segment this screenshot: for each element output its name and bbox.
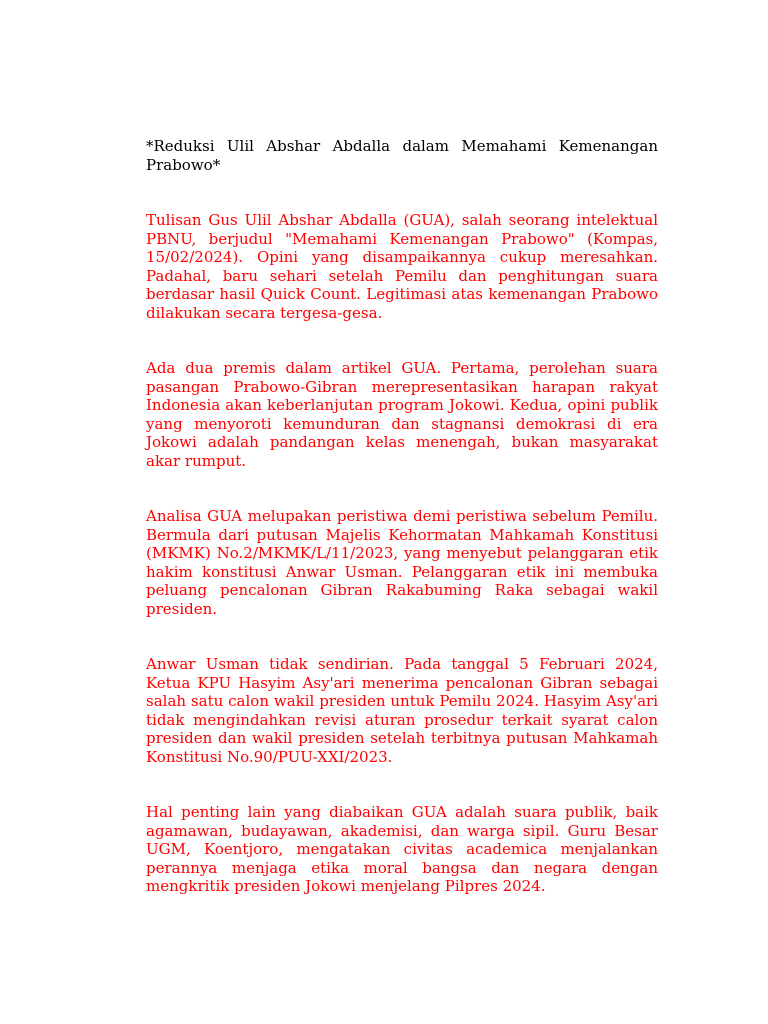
document-title: *Reduksi Ulil Abshar Abdalla dalam Memahami Kemenangan Prabowo* — [146, 137, 658, 174]
paragraph-2: Ada dua premis dalam artikel GUA. Pertama, perolehan suara pasangan Prabowo-Gibran merepresentasikan harapan rakyat Indonesia akan keberlanjutan program Jokowi. Kedua, opini publik yang menyoroti kemunduran dan stagnansi demokrasi di era Jokowi adalah pandangan kelas menengah, bukan masyarakat akar rumput. — [146, 359, 658, 470]
paragraph-1: Tulisan Gus Ulil Abshar Abdalla (GUA), salah seorang intelektual PBNU, berjudul "Memahami Kemenangan Prabowo" (Kompas, 15/02/2024). Opini yang disampaikannya cukup meresahkan. Padahal, baru sehari setelah Pemilu dan penghitungan suara berdasar hasil Quick Count. Legitimasi atas kemenangan Prabowo dilakukan secara tergesa-gesa. — [146, 211, 658, 322]
document-content — [146, 137, 658, 933]
paragraph-3: Analisa GUA melupakan peristiwa demi peristiwa sebelum Pemilu. Bermula dari putusan Majelis Kehormatan Mahkamah Konstitusi (MKMK) No.2/MKMK/L/11/2023, yang menyebut pelanggaran etik hakim konstitusi Anwar Usman. Pelanggaran etik ini membuka peluang pencalonan Gibran Rakabuming Raka sebagai wakil presiden. — [146, 507, 658, 618]
paragraph-5: Hal penting lain yang diabaikan GUA adalah suara publik, baik agamawan, budayawan, akademisi, dan warga sipil. Guru Besar UGM, Koentjoro, mengatakan civitas academica menjalankan perannya menjaga etika moral bangsa dan negara dengan mengkritik presiden Jokowi menjelang Pilpres 2024. — [146, 803, 658, 895]
paragraph-4: Anwar Usman tidak sendirian. Pada tanggal 5 Februari 2024, Ketua KPU Hasyim Asy'ari menerima pencalonan Gibran sebagai salah satu calon wakil presiden untuk Pemilu 2024. Hasyim Asy'ari tidak mengindahkan revisi aturan prosedur terkait syarat calon presiden dan wakil presiden setelah terbitnya putusan Mahkamah Konstitusi No.90/PUU-XXI/2023. — [146, 655, 658, 766]
